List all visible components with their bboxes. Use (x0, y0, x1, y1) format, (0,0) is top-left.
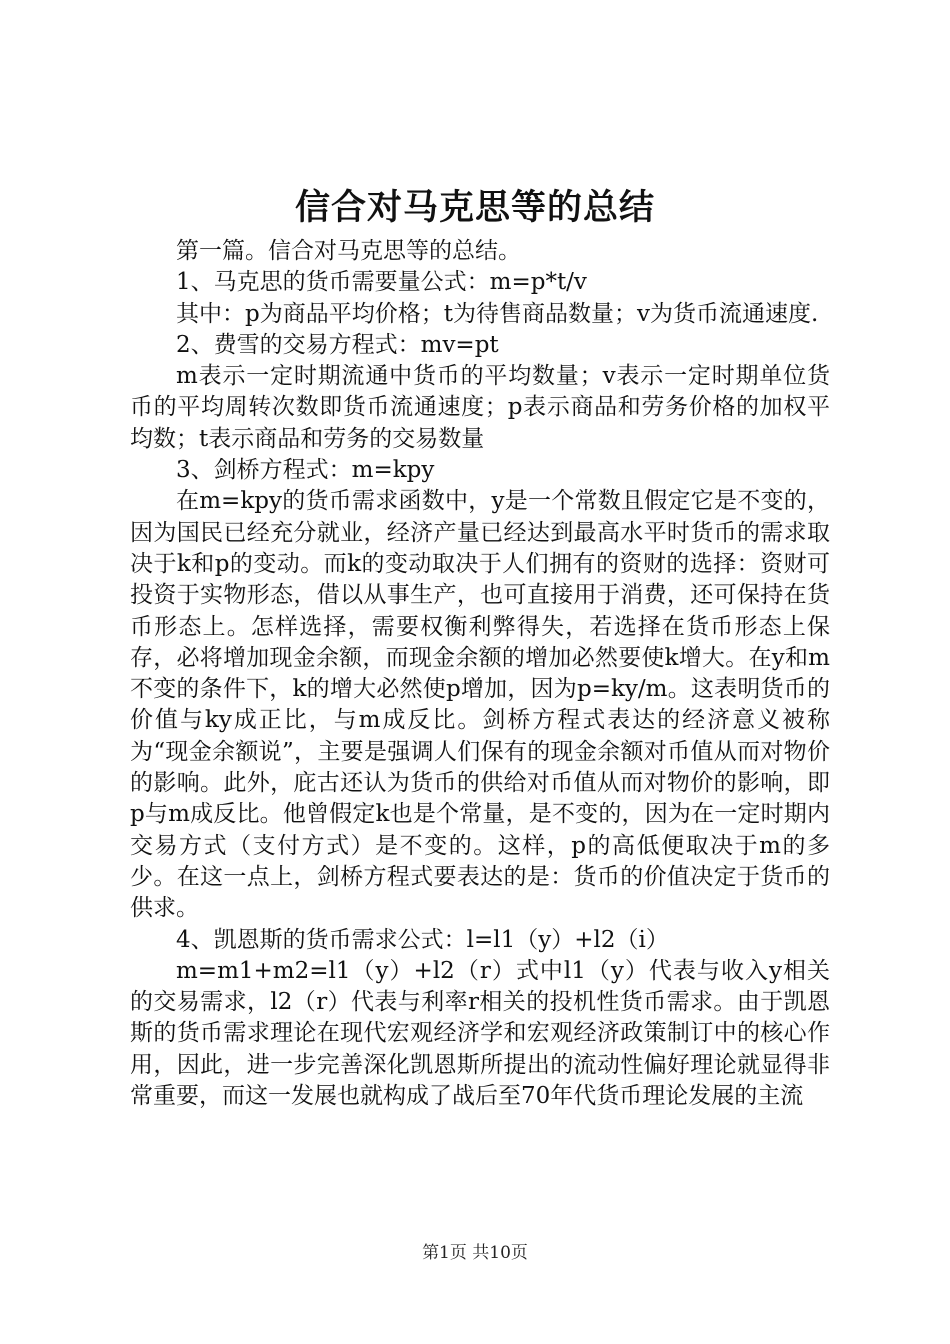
paragraph-fisher-explanation: m表示一定时期流通中货币的平均数量；v表示一定时期单位货币的平均周转次数即货币流通速度；p表示商品和劳务价格的加权平均数；t表示商品和劳务的交易数量 (130, 363, 830, 452)
paragraph-intro: 第一篇。信合对马克思等的总结。 (176, 238, 521, 264)
page-number-footer: 第1页 共10页 (422, 1243, 528, 1263)
paragraph-keynes-explanation: m=m1+m2=l1（y）+l2（r）式中l1（y）代表与收入y相关的交易需求，l2（r）代表与利率r相关的投机性货币需求。由于凯恩斯的货币需求理论在现代宏观经济学和宏观经济政策制订中的核心作用，因此，进一步完善深化凯恩斯所提出的流动性偏好理论就显得非常重要，而这一发展也就构成了战后至70年代货币理论发展的主流 (130, 957, 830, 1110)
paragraph-cambridge-equation: 3、剑桥方程式：m=kpy (176, 457, 435, 484)
document-title: 信合对马克思等的总结 (294, 187, 655, 228)
document-body (130, 236, 830, 1112)
paragraph-cambridge-explanation: 在m=kpy的货币需求函数中，y是一个常数且假定它是不变的，因为国民已经充分就业，经济产量已经达到最高水平时货币的需求取决于k和p的变动。而k的变动取决于人们拥有的资财的选择：资财可投资于实物形态，借以从事生产，也可直接用于消费，还可保持在货币形态上。怎样选择，需要权衡利弊得失，若选择在货币形态上保存，必将增加现金余额，而现金余额的增加必然要使k增大。在y和m不变的条件下，k的增大必然使p增加，因为p=ky/m。这表明货币的价值与ky成正比，与m成反比。剑桥方程式表达的经济意义被称为“现金余额说”，主要是强调人们保有的现金余额对币值从而对物价的影响。此外，庇古还认为货币的供给对币值从而对物价的影响，即p与m成反比。他曾假定k也是个常量，是不变的，因为在一定时期内交易方式（支付方式）是不变的。这样，p的高低便取决于m的多少。在这一点上，剑桥方程式要表达的是：货币的价值决定于货币的供求。 (130, 488, 830, 922)
paragraph-fisher-equation: 2、费雪的交易方程式：mv=pt (176, 331, 499, 358)
paragraph-marx-explanation: 其中：p为商品平均价格；t为待售商品数量；v为货币流通速度. (176, 300, 819, 327)
paragraph-keynes-formula: 4、凯恩斯的货币需求公式：l=l1（y）+l2（i） (176, 926, 669, 953)
paragraph-marx-formula: 1、马克思的货币需要量公式：m=p*t/v (176, 269, 587, 296)
